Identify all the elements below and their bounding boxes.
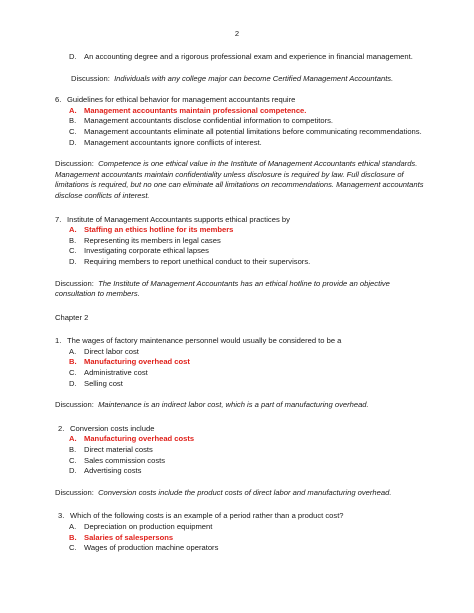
question-ch2-3: 3. Which of the following costs is an example of a period rather than a product cost? xyxy=(58,511,344,521)
discussion: Discussion: Conversion costs include the product costs of direct labor and manufacturing overhead. xyxy=(55,487,392,497)
question-6: 6. Guidelines for ethical behavior for management accountants require xyxy=(55,95,296,105)
answer-option: A. Depreciation on production equipment xyxy=(69,522,213,531)
question-ch2-2: 2. Conversion costs include xyxy=(58,423,155,433)
discussion: Discussion: Maintenance is an indirect labor cost, which is a part of manufacturing overhead. xyxy=(55,400,369,410)
answer-option: A. Direct labor cost xyxy=(69,346,139,356)
discussion: Discussion: The Institute of Management Accountants has an ethical hotline to provide an objective consultation to members. xyxy=(55,278,390,299)
answer-option: C. Administrative cost xyxy=(69,368,148,378)
answer-option: C. Investigating corporate ethical lapses xyxy=(69,246,209,256)
answer-option-correct: A. Management accountants maintain professional competence. xyxy=(69,105,307,115)
answer-option: B. Direct material costs xyxy=(69,445,153,455)
answer-option: D. An accounting degree and a rigorous professional exam and experience in financial management. xyxy=(69,52,413,61)
answer-option: D. Selling cost xyxy=(69,378,123,388)
page-number: 2 xyxy=(234,29,240,38)
question-7: 7. Institute of Management Accountants supports ethical practices by xyxy=(55,214,290,224)
answer-option: C. Management accountants eliminate all potential limitations before communicating recommendations. xyxy=(69,126,422,136)
discussion: Discussion: Competence is one ethical value in the Institute of Management Accountants ethical standards. Management accountants maintain confidentiality unless disclosure is required by law. Full disclosure of limitations is required, but no one can eliminate all limitations on recommendations. Management accountants disclose conflicts of interest. xyxy=(55,159,424,200)
answer-option-correct: A. Manufacturing overhead costs xyxy=(69,434,195,444)
answer-option: C. Sales commission costs xyxy=(69,455,166,465)
answer-option: B. Management accountants disclose confidential information to competitors. xyxy=(69,116,334,126)
answer-option: D. Requiring members to report unethical conduct to their supervisors. xyxy=(69,256,311,266)
answer-option: D. Management accountants ignore conflicts of interest. xyxy=(69,137,262,147)
answer-option: B. Representing its members in legal cases xyxy=(69,235,221,245)
chapter-heading: Chapter 2 xyxy=(55,312,89,322)
answer-option-correct: B. Manufacturing overhead cost xyxy=(69,357,190,367)
document-body xyxy=(55,52,425,554)
discussion: Discussion: Individuals with any college major can become Certified Management Accountants. xyxy=(71,73,394,83)
answer-option-correct: B. Salaries of salespersons xyxy=(69,532,174,542)
answer-option-correct: A. Staffing an ethics hotline for its members xyxy=(69,225,234,235)
question-ch2-1: 1. The wages of factory maintenance personnel would usually be considered to be a xyxy=(55,336,342,346)
answer-option: C. Wages of production machine operators xyxy=(69,543,219,553)
answer-option: D. Advertising costs xyxy=(69,466,142,476)
